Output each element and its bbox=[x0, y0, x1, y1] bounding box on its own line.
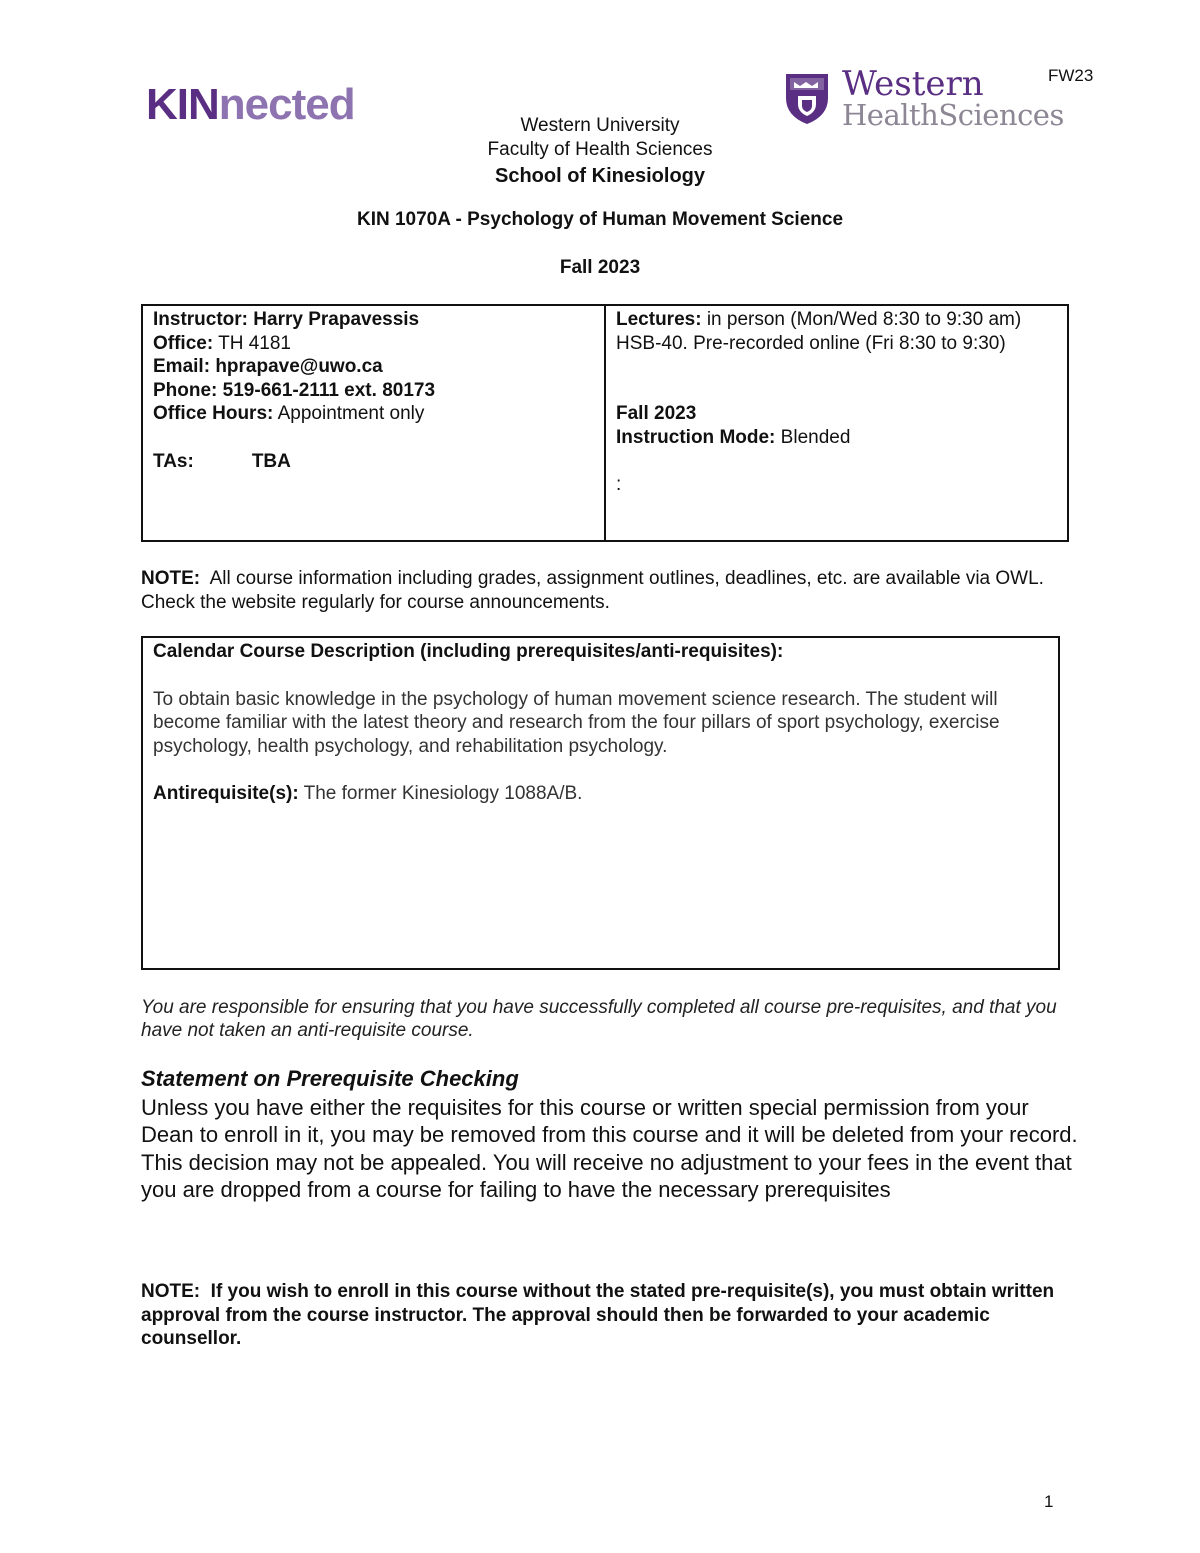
instructor-name: Harry Prapavessis bbox=[253, 309, 420, 330]
lectures-value: in person (Mon/Wed 8:30 to 9:30 am) bbox=[706, 309, 1022, 330]
antirequisite-row: Antirequisite(s): The former Kinesiology 1088A/B. bbox=[153, 783, 583, 804]
lecture-info-cell bbox=[606, 306, 1067, 540]
instruction-mode-value: Blended bbox=[780, 426, 851, 448]
faculty-name: Faculty of Health Sciences bbox=[487, 139, 713, 160]
lecture-term: Fall 2023 bbox=[616, 403, 697, 424]
office-hours-value: Appointment only bbox=[277, 403, 425, 424]
institution-header bbox=[0, 114, 1200, 188]
logo-nected-text: nected bbox=[218, 80, 355, 129]
owl-note: NOTE: All course information including grades, assignment outlines, deadlines, etc. are available via OWL. Check the website regularly for course announcements. bbox=[141, 568, 1044, 613]
lectures-line2: HSB-40. Pre-recorded online (Fri 8:30 to 9:30) bbox=[616, 332, 1006, 354]
course-title: KIN 1070A - Psychology of Human Movement Science bbox=[356, 209, 844, 230]
phone-row: Phone: 519-661-2111 ext. 80173 bbox=[153, 379, 436, 401]
enrollment-note: NOTE: If you wish to enroll in this course without the stated pre-requisite(s), you must obtain written approval from the course instructor. The approval should then be forwarded to your academic counsellor. bbox=[141, 1281, 1055, 1349]
course-term: Fall 2023 bbox=[559, 257, 641, 278]
instructor-info-cell bbox=[143, 306, 606, 540]
instructor-row: Instructor: Harry Prapavessis bbox=[153, 309, 420, 330]
office-row: Office: TH 4181 bbox=[153, 332, 291, 354]
enrollment-note-text: If you wish to enroll in this course without the stated pre-requisite(s), you must obtain written approval from the course instructor. The approval should then be forwarded to your academic counsellor. bbox=[141, 1281, 1055, 1349]
office-value: TH 4181 bbox=[218, 332, 291, 354]
office-hours-row: Office Hours: Appointment only bbox=[153, 403, 425, 424]
empty-colon-field: : bbox=[616, 474, 622, 495]
course-info-table bbox=[141, 304, 1069, 542]
course-description-box bbox=[141, 636, 1060, 970]
email-row: Email: hprapave@uwo.ca bbox=[153, 356, 383, 377]
tas-row: TAs: TBA bbox=[153, 450, 291, 472]
lectures-row: Lectures: in person (Mon/Wed 8:30 to 9:30 am) bbox=[616, 309, 1022, 330]
description-text: To obtain basic knowledge in the psychology of human movement science research. The student will become familiar with the latest theory and research from the four pillars of sport psychology, exercise psychology, health psychology, and rehabilitation psychology. bbox=[153, 688, 1000, 757]
logo-kin-text: KIN bbox=[146, 80, 219, 129]
western-logo-name: Western bbox=[842, 64, 984, 104]
phone-value: 519-661-2111 ext. 80173 bbox=[222, 379, 436, 401]
prerequisite-statement-title: Statement on Prerequisite Checking bbox=[141, 1066, 519, 1091]
responsibility-statement: You are responsible for ensuring that you have successfully completed all course pre-requisites, and that you have not taken an anti-requisite course. bbox=[141, 997, 1057, 1041]
university-name: Western University bbox=[520, 115, 680, 136]
prerequisite-statement-body: Unless you have either the requisites for this course or written special permission from your Dean to enroll in it, you may be removed from this course and it will be deleted from your record. This decision may not be appealed. You will receive no adjustment to your fees in the event that you are dropped from a course for failing to have the necessary prerequisites bbox=[141, 1095, 1078, 1202]
antirequisite-value: The former Kinesiology 1088A/B. bbox=[303, 783, 583, 804]
email-value: hprapave@uwo.ca bbox=[215, 356, 383, 377]
page-number: 1 bbox=[1044, 1492, 1054, 1511]
owl-note-text: All course information including grades, assignment outlines, deadlines, etc. are available via OWL. Check the website regularly for course announcements. bbox=[141, 568, 1044, 613]
description-heading: Calendar Course Description (including prerequisites/anti-requisites): bbox=[153, 641, 784, 662]
document-code: FW23 bbox=[1048, 66, 1094, 85]
western-logo-subtitle: HealthSciences bbox=[842, 98, 1064, 132]
instruction-mode-row: Instruction Mode: Blended bbox=[616, 426, 851, 448]
tas-value: TBA bbox=[251, 450, 291, 472]
school-name: School of Kinesiology bbox=[494, 165, 705, 187]
